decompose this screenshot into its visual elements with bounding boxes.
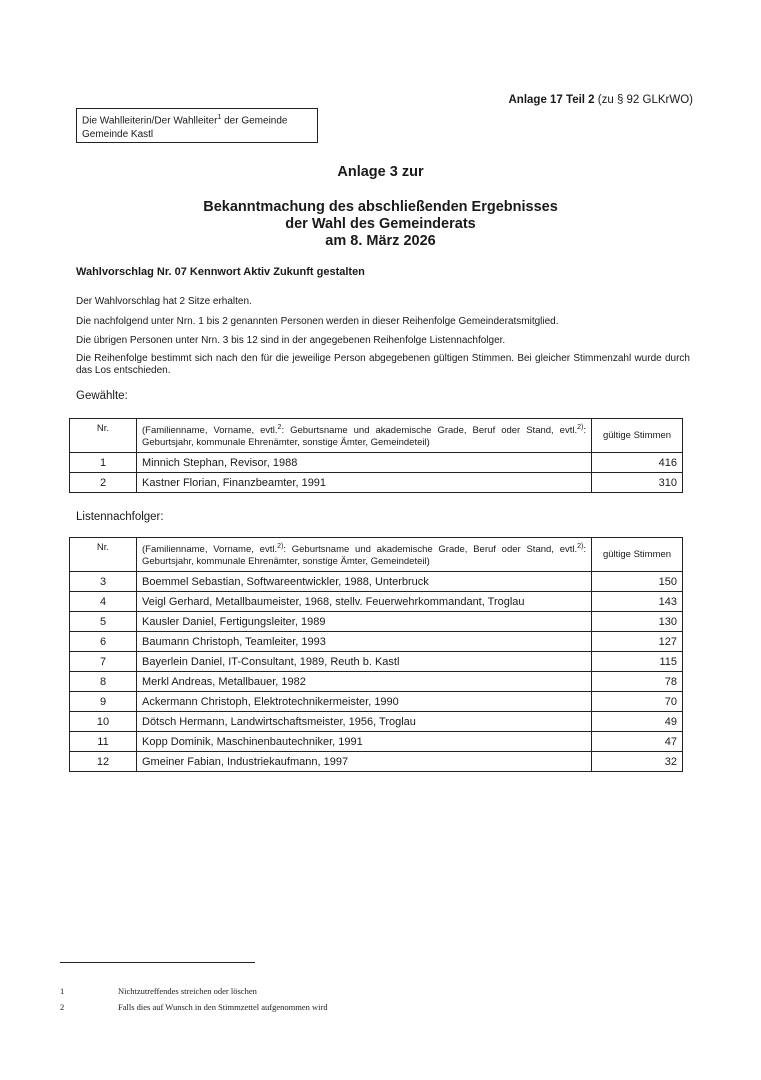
table-row xyxy=(70,712,683,732)
row-nr: 3 xyxy=(70,572,137,592)
footnote-text: Nichtzutreffendes streichen oder löschen xyxy=(118,986,257,996)
row-votes: 150 xyxy=(592,572,683,592)
table-header-row xyxy=(70,538,683,572)
row-nr: 12 xyxy=(70,752,137,772)
election-authority-box xyxy=(76,108,318,143)
proposal-heading: Wahlvorschlag Nr. 07 Kennwort Aktiv Zukunft gestalten xyxy=(76,266,365,278)
row-votes: 115 xyxy=(592,652,683,672)
row-name: Merkl Andreas, Metallbauer, 1982 xyxy=(137,672,592,692)
authority-title-rest: der Gemeinde xyxy=(221,115,288,127)
footnote-number: 2 xyxy=(60,1002,65,1012)
column-name: (Familienname, Vorname, evtl.$^{2)}$: Geburtsname und akademische Grade, Beruf oder Stand, evtl.$^{2)}$: Geburtsjahr, kommunale Ehrenämter, sonstige Ämter, Gemeindeteil) xyxy=(137,538,592,572)
row-name: Kopp Dominik, Maschinenbautechniker, 1991 xyxy=(137,732,592,752)
row-votes: 143 xyxy=(592,592,683,612)
footnote-ref: 1 xyxy=(217,114,222,121)
table-row xyxy=(70,612,683,632)
row-nr: 2 xyxy=(70,473,137,493)
paragraph-seats: Der Wahlvorschlag hat 2 Sitze erhalten. xyxy=(76,296,252,307)
row-name: Dötsch Hermann, Landwirtschaftsmeister, 1956, Troglau xyxy=(137,712,592,732)
table-row xyxy=(70,692,683,712)
elected-label: Gewählte: xyxy=(76,390,128,402)
footnote-text: Falls dies auf Wunsch in den Stimmzettel aufgenommen wird xyxy=(118,1002,328,1012)
row-name: Veigl Gerhard, Metallbaumeister, 1968, stellv. Feuerwehrkommandant, Troglau xyxy=(137,592,592,612)
table-header-row xyxy=(70,419,683,453)
paragraph-ordering: Die Reihenfolge bestimmt sich nach den für die jeweilige Person abgegebenen gültigen Stimmen. Bei gleicher Stimmenzahl wurde durch das Los entschieden. xyxy=(76,353,690,376)
row-votes: 47 xyxy=(592,732,683,752)
table-row xyxy=(70,652,683,672)
row-name: Kastner Florian, Finanzbeamter, 1991 xyxy=(137,473,592,493)
column-votes: gültige Stimmen xyxy=(592,538,683,572)
table-row xyxy=(70,572,683,592)
table-row xyxy=(70,752,683,772)
row-nr: 11 xyxy=(70,732,137,752)
row-name: Kausler Daniel, Fertigungsleiter, 1989 xyxy=(137,612,592,632)
row-votes: 416 xyxy=(592,453,683,473)
title-line-3: am 8. März 2026 xyxy=(325,233,436,249)
row-nr: 9 xyxy=(70,692,137,712)
row-nr: 4 xyxy=(70,592,137,612)
table-row xyxy=(70,732,683,752)
table-row xyxy=(70,453,683,473)
row-name: Baumann Christoph, Teamleiter, 1993 xyxy=(137,632,592,652)
row-nr: 1 xyxy=(70,453,137,473)
document-title xyxy=(0,199,761,250)
table-row xyxy=(70,592,683,612)
column-nr: Nr. xyxy=(70,419,137,453)
row-nr: 8 xyxy=(70,672,137,692)
footnote-1 xyxy=(60,986,257,996)
row-votes: 70 xyxy=(592,692,683,712)
successors-label: Listennachfolger: xyxy=(76,511,164,523)
row-name: Boemmel Sebastian, Softwareentwickler, 1988, Unterbruck xyxy=(137,572,592,592)
table-row xyxy=(70,632,683,652)
row-name: Ackermann Christoph, Elektrotechnikermeister, 1990 xyxy=(137,692,592,712)
row-name: Gmeiner Fabian, Industriekaufmann, 1997 xyxy=(137,752,592,772)
row-nr: 10 xyxy=(70,712,137,732)
row-nr: 5 xyxy=(70,612,137,632)
row-votes: 49 xyxy=(592,712,683,732)
column-nr: Nr. xyxy=(70,538,137,572)
annex-reference xyxy=(509,94,694,106)
paragraph-successors: Die übrigen Personen unter Nrn. 3 bis 12 sind in der angegebenen Reihenfolge Listennachfolger. xyxy=(76,335,506,346)
row-nr: 7 xyxy=(70,652,137,672)
footnote-divider xyxy=(60,962,255,963)
row-votes: 78 xyxy=(592,672,683,692)
paragraph-elected: Die nachfolgend unter Nrn. 1 bis 2 genannten Personen werden in dieser Reihenfolge Gemeinderatsmitglied. xyxy=(76,316,559,327)
annex-ref-bold: Anlage 17 Teil 2 xyxy=(508,94,595,106)
authority-title: Die Wahlleiterin/Der Wahlleiter xyxy=(82,115,218,127)
row-nr: 6 xyxy=(70,632,137,652)
column-votes: gültige Stimmen xyxy=(592,419,683,453)
row-votes: 130 xyxy=(592,612,683,632)
row-votes: 32 xyxy=(592,752,683,772)
row-name: Bayerlein Daniel, IT-Consultant, 1989, Reuth b. Kastl xyxy=(137,652,592,672)
title-line-2: der Wahl des Gemeinderats xyxy=(285,216,476,232)
table-row xyxy=(70,473,683,493)
annex-ref-rest: (zu § 92 GLKrWO) xyxy=(594,94,693,106)
footnote-2 xyxy=(60,1002,328,1012)
row-votes: 127 xyxy=(592,632,683,652)
elected-table xyxy=(69,418,683,493)
successors-table xyxy=(69,537,683,772)
table-row xyxy=(70,672,683,692)
row-name: Minnich Stephan, Revisor, 1988 xyxy=(137,453,592,473)
municipality-name: Gemeinde Kastl xyxy=(82,129,154,141)
annex-title: Anlage 3 zur xyxy=(337,164,424,180)
row-votes: 310 xyxy=(592,473,683,493)
footnote-number: 1 xyxy=(60,986,65,996)
column-name: (Familienname, Vorname, evtl.$^2$: Geburtsname und akademische Grade, Beruf oder Stand, evtl.$^{2)}$: Geburtsjahr, kommunale Ehrenämter, sonstige Ämter, Gemeindeteil) xyxy=(137,419,592,453)
title-line-1: Bekanntmachung des abschließenden Ergebnisses xyxy=(203,199,558,215)
